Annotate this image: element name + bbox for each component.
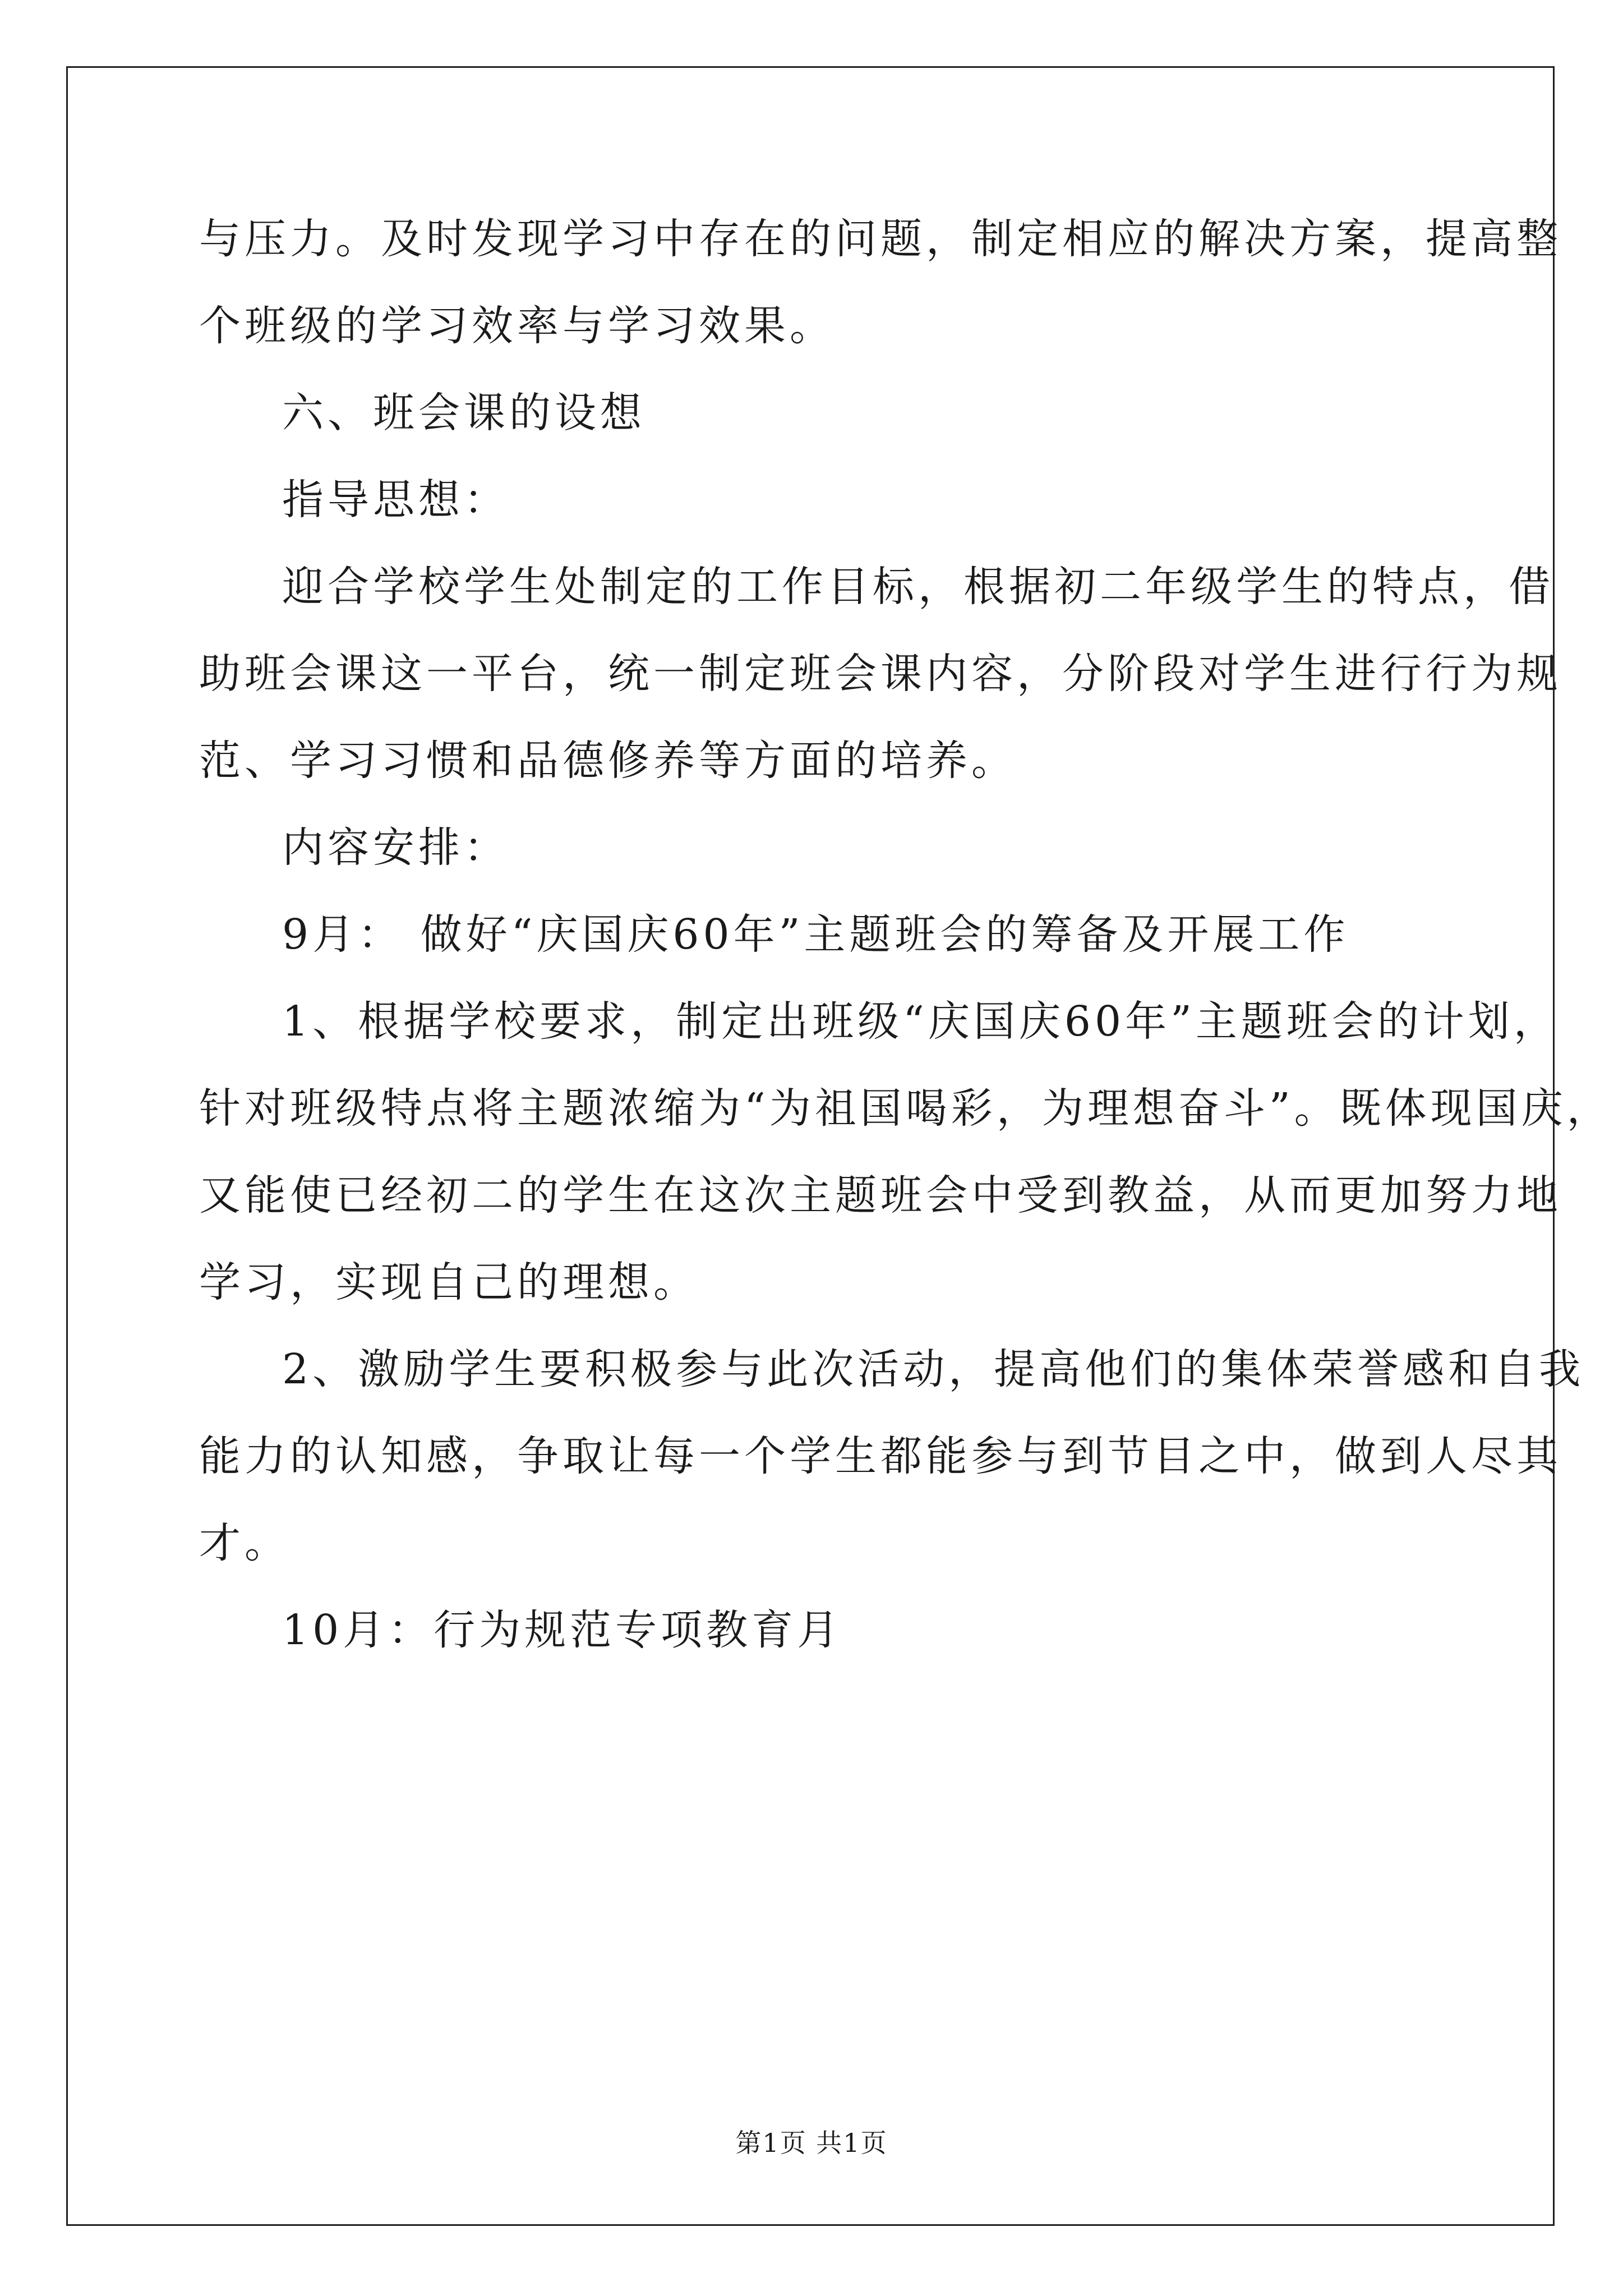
section-heading: 六、班会课的设想	[282, 389, 645, 437]
text-line-1: 与压力。及时发现学习中存在的问题，制定相应的解决方案，提高整	[199, 215, 1562, 263]
text-line-15: 能力的认知感，争取让每一个学生都能参与到节目之中，做到人尽其	[199, 1432, 1562, 1480]
text-line-2: 个班级的学习效率与学习效果。	[199, 302, 835, 350]
text-line-10: 1、根据学校要求，制定出班级“庆国庆60年”主题班会的计划，	[282, 997, 1559, 1046]
text-line-13: 学习，实现自己的理想。	[199, 1258, 699, 1306]
text-line-6: 助班会课这一平台，统一制定班会课内容，分阶段对学生进行行为规	[199, 650, 1562, 698]
text-line-12: 又能使已经初二的学生在这次主题班会中受到教益，从而更加努力地	[199, 1171, 1562, 1220]
subheading-content-plan: 内容安排：	[282, 823, 509, 872]
page-footer: 第1页 共1页	[735, 2128, 888, 2158]
text-line-16: 才。	[199, 1519, 290, 1567]
text-line-11: 针对班级特点将主题浓缩为“为祖国喝彩，为理想奋斗”。既体现国庆，	[199, 1084, 1612, 1133]
text-line-7: 范、学习习惯和品德修养等方面的培养。	[199, 737, 1017, 785]
subheading-guiding-idea: 指导思想：	[282, 476, 509, 524]
month-september-heading: 9月： 做好“庆国庆60年”主题班会的筹备及开展工作	[282, 910, 1349, 959]
month-october-heading: 10月：行为规范专项教育月	[282, 1606, 843, 1654]
text-line-14: 2、激励学生要积极参与此次活动，提高他们的集体荣誉感和自我	[282, 1345, 1585, 1393]
text-line-5: 迎合学校学生处制定的工作目标，根据初二年级学生的特点，借	[282, 563, 1554, 611]
